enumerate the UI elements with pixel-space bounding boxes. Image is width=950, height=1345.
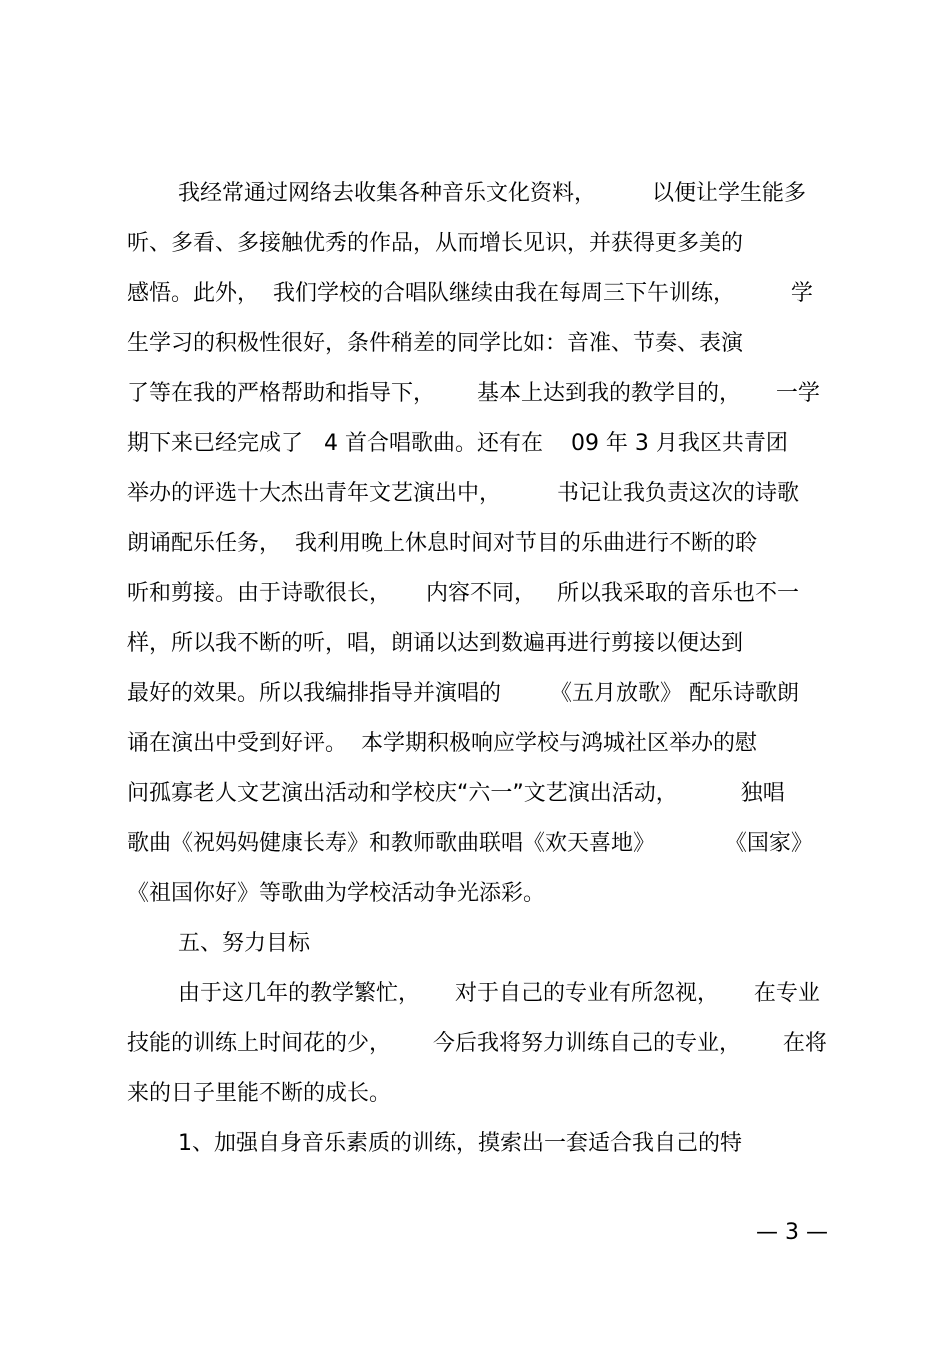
paragraph-line: 朗诵配乐任务， 我利用晚上休息时间对节目的乐曲进行不断的聆: [127, 531, 757, 556]
paragraph-line: 了等在我的严格帮助和指导下， 基本上达到我的教学目的， 一学: [127, 381, 820, 406]
page-number: — 3 —: [756, 1220, 828, 1245]
paragraph-line: 感悟。此外， 我们学校的合唱队继续由我在每周三下午训练， 学: [127, 281, 813, 306]
paragraph-line: 举办的评选十大杰出青年文艺演出中， 书记让我负责这次的诗歌: [127, 481, 799, 506]
paragraph-line: 样，所以我不断的听，唱，朗诵以达到数遍再进行剪接以便达到: [127, 631, 744, 656]
paragraph-line: 问孤寡老人文艺演出活动和学校庆“六一”文艺演出活动， 独唱: [127, 781, 785, 806]
paragraph-line: 《祖国你好》等歌曲为学校活动争光添彩。: [127, 881, 546, 906]
paragraph-line: 期下来已经完成了 4 首合唱歌曲。还有在 09 年 3 月我区共青团: [127, 431, 788, 456]
paragraph-line: 最好的效果。所以我编排指导并演唱的 《五月放歌》 配乐诗歌朗: [127, 681, 799, 706]
paragraph-line: 诵在演出中受到好评。 本学期积极响应学校与鸿城社区举办的慰: [127, 731, 757, 756]
section-heading: 五、努力目标: [178, 931, 311, 956]
paragraph-line: 听和剪接。由于诗歌很长， 内容不同， 所以我采取的音乐也不一: [127, 581, 799, 606]
paragraph-line: 歌曲《祝妈妈健康长寿》和教师歌曲联唱《欢天喜地》 《国家》: [127, 831, 813, 856]
paragraph-line: 由于这几年的教学繁忙， 对于自己的专业有所忽视， 在专业: [178, 981, 820, 1006]
paragraph-line: 我经常通过网络去收集各种音乐文化资料， 以便让学生能多: [178, 181, 806, 206]
paragraph-line: 技能的训练上时间花的少， 今后我将努力训练自己的专业， 在将: [127, 1031, 827, 1056]
paragraph-line: 生学习的积极性很好，条件稍差的同学比如：音准、节奏、表演: [127, 331, 744, 356]
paragraph-line: 听、多看、多接触优秀的作品，从而增长见识，并获得更多美的: [127, 231, 744, 256]
paragraph-line: 来的日子里能不断的成长。: [127, 1081, 392, 1106]
list-item: 1、加强自身音乐素质的训练，摸索出一套适合我自己的特: [178, 1131, 742, 1156]
